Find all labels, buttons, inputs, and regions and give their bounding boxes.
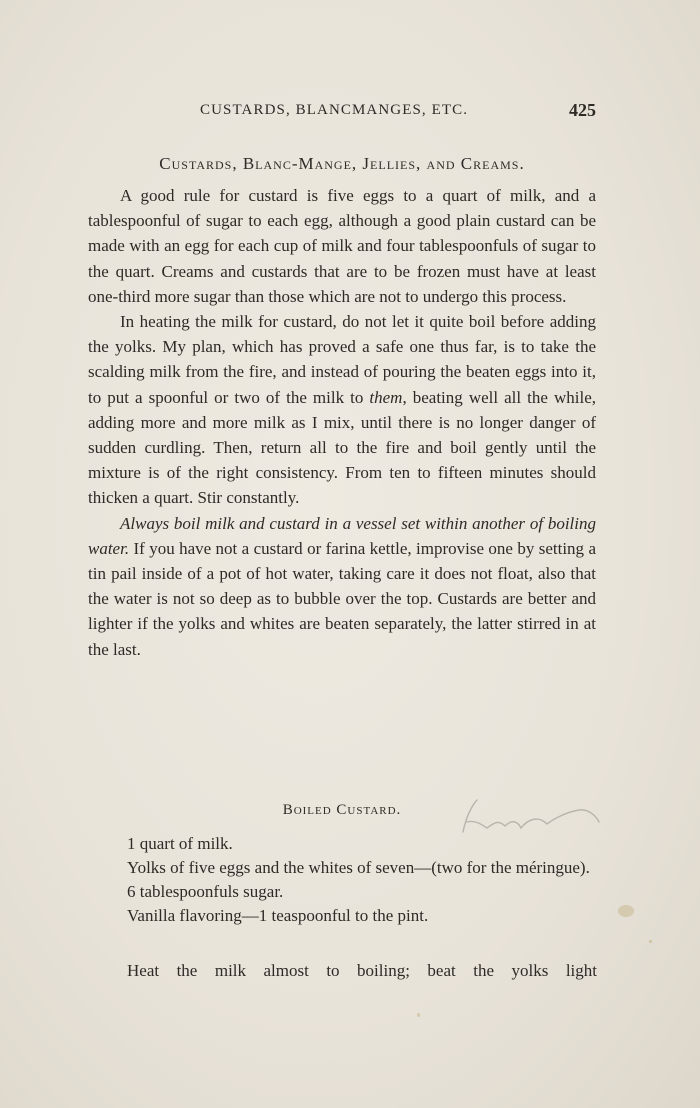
paper-spot [618,905,634,917]
text-run: , beating well all the while, adding more and more milk as I mix, until there is no longer danger of sudden curdling. Then, return all to the fire and boil gently until the mixture is of the right consistency. From ten to fifteen minutes should thicken a quart. Stir constantly. [88,387,596,508]
recipe-title: Boiled Custard. [282,802,402,818]
text-run: A good rule for custard is five eggs to a quart of milk, and a tablespoonful of sugar to each egg, although a good plain custard can be made with an egg for each cup of milk and four tablespoonfuls of sugar to the quart. Creams and custards that are to be frozen must have at least one-third more sugar than those which are not to undergo this process. [88,186,596,306]
italic-text: Always boil milk and custard in a vessel set within another of boiling water. [88,513,596,558]
italic-text: them [369,387,403,407]
paragraph [88,511,596,662]
body-text [88,183,596,662]
section-heading: Custards, Blanc-Mange, Jellies, and Creams. [159,154,525,173]
ingredient-item: Vanilla flavoring—1 teaspoonful to the pint. [127,906,429,925]
page-number: 425 [569,100,596,120]
ingredient-item: 6 tablespoonfuls sugar. [127,882,284,901]
text-run: If you have not a custard or farina kettle, improvise one by setting a tin pail inside of a pot of hot water, taking care it does not float, also that the water is not so deep as to bubble over the top. Custards are better and lighter if the yolks and whites are beaten separately, the latter stirred in at the last. [88,538,596,659]
running-header [88,100,596,126]
pencil-signature-mark [455,792,605,842]
recipe-method: Heat the milk almost to boiling; beat the yolks light [127,961,597,980]
paper-spot [417,1013,420,1017]
text-run: In heating the milk for custard, do not let it quite boil before adding the yolks. My plan, which has proved a safe one thus far, is to take the scalding milk from the fire, and instead of pouring the beaten eggs into it, to put a spoonful or two of the milk to [88,312,596,407]
ingredient-list [127,832,597,928]
ingredient-item: Yolks of five eggs and the whites of seven—(two for the méringue). [127,858,590,877]
paper-spot [649,940,652,943]
ingredient-item: 1 quart of milk. [127,834,233,853]
running-title: CUSTARDS, BLANCMANGES, ETC. [200,102,469,118]
paragraph [88,183,596,309]
paragraph [88,309,596,511]
